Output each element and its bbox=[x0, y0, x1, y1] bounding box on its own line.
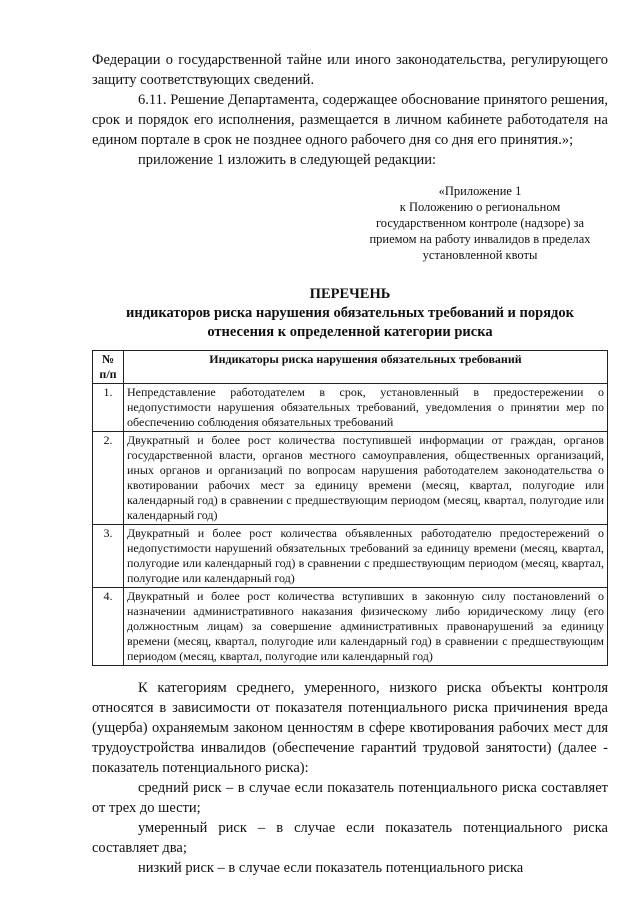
indicators-table bbox=[92, 350, 608, 666]
table-header-row bbox=[93, 351, 608, 384]
title-line-2: индикаторов риска нарушения обязательных требований и порядок отнесения к определенной категории риска bbox=[126, 305, 574, 340]
row-text: Двукратный и более рост количества вступивших в законную силу постановлений о назначении административного наказания физическому либо юридическому лицу (его должностным лицам) за совершение административных правонарушений за единицу времени (месяц, квартал, полугодие или календарный год) в сравнении с предшествующим периодом (месяц, квартал, полугодие или календарный год) bbox=[124, 588, 608, 666]
paragraph-bottom-2: средний риск – в случае если показатель потенциального риска составляет от трех до шести; bbox=[92, 780, 608, 816]
paragraph-top-3: приложение 1 изложить в следующей редакции: bbox=[138, 152, 437, 168]
paragraph-bottom-3: умеренный риск – в случае если показатель потенциального риска составляет два; bbox=[92, 820, 608, 856]
appendix-header bbox=[360, 183, 600, 263]
row-text: Двукратный и более рост количества объявленных работодателю предостережений о недопустимости нарушений обязательных требований за единицу времени (месяц, квартал, полугодие или календарный год) в сравнении с предшествующим периодом (месяц, квартал, полугодие или календарный год) bbox=[124, 525, 608, 588]
paragraph-top-2: 6.11. Решение Департамента, содержащее обоснование принятого решения, срок и порядок его исполнения, размещается в личном кабинете работодателя на едином портале в срок не позднее одного рабочего дня со дня его принятия.»; bbox=[92, 92, 608, 148]
column-header-indicators: Индикаторы риска нарушения обязательных требований bbox=[124, 351, 608, 384]
column-header-number: № п/п bbox=[93, 351, 124, 384]
appendix-line-1: «Приложение 1 bbox=[438, 184, 522, 198]
row-number: 2. bbox=[93, 432, 124, 525]
appendix-line-2: к Положению о региональном государственном контроле (надзоре) за приемом на работу инвалидов в пределах установленной квоты bbox=[369, 200, 591, 262]
table-row bbox=[93, 432, 608, 525]
paragraph-top-1: Федерации о государственной тайне или иного законодательства, регулирующего защиту соответствующих сведений. bbox=[92, 52, 608, 88]
row-text: Непредставление работодателем в срок, установленный в предостережении о недопустимости нарушения обязательных требований, уведомления о принятии мер по обеспечению соблюдения обязательных требований bbox=[124, 384, 608, 432]
row-number: 4. bbox=[93, 588, 124, 666]
title-line-1: ПЕРЕЧЕНЬ bbox=[309, 286, 391, 302]
paragraph-bottom-1: К категориям среднего, умеренного, низкого риска объекты контроля относятся в зависимости от показателя потенциального риска причинения вреда (ущерба) охраняемым законом ценностям в сфере квотирования рабочих мест для трудоустройства инвалидов (обеспечение гарантий трудовой занятости) (далее - показатель потенциального риска): bbox=[92, 680, 608, 776]
row-text: Двукратный и более рост количества поступившей информации от граждан, органов государственной власти, органов местного самоуправления, общественных организаций, иных органов и организаций по вопросам нарушения работодателем законодательства о квотировании рабочих мест за единицу времени (месяц, квартал, полугодие или календарный год) в сравнении с предшествующим периодом (месяц, квартал, полугодие или календарный год) bbox=[124, 432, 608, 525]
row-number: 1. bbox=[93, 384, 124, 432]
table-row bbox=[93, 588, 608, 666]
table-row bbox=[93, 525, 608, 588]
document-title bbox=[92, 285, 608, 342]
paragraph-bottom-4: низкий риск – в случае если показатель потенциального риска bbox=[138, 860, 524, 876]
row-number: 3. bbox=[93, 525, 124, 588]
table-row bbox=[93, 384, 608, 432]
